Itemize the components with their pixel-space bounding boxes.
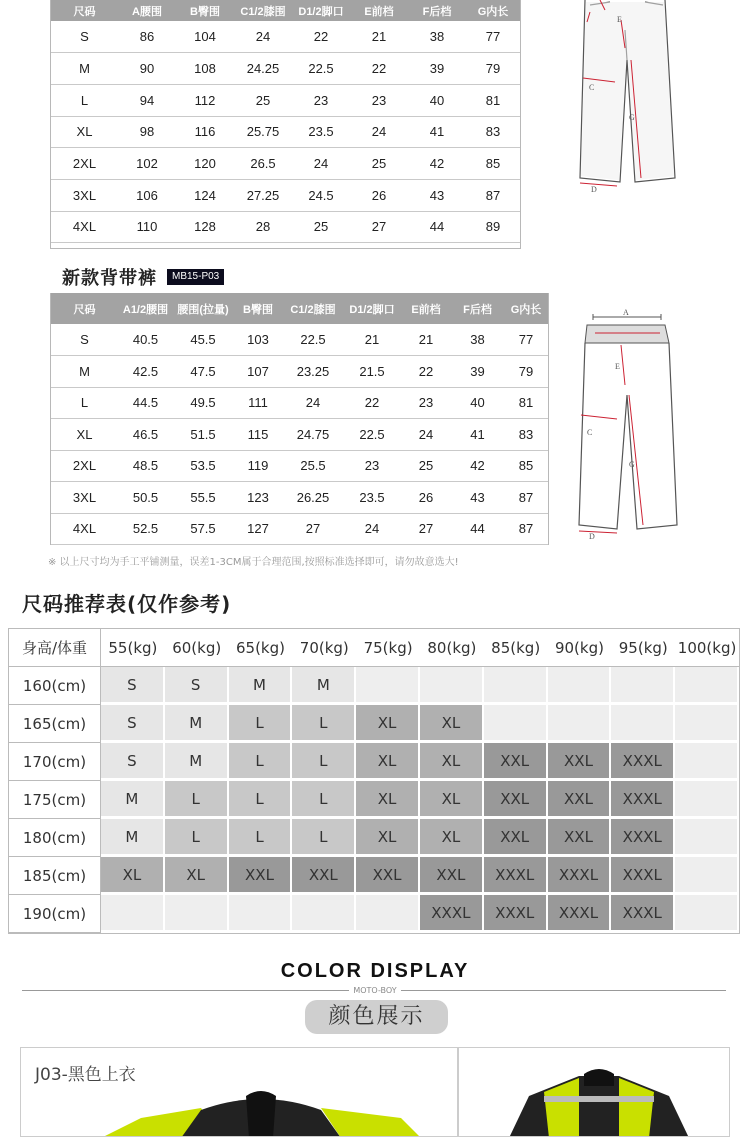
jacket-image-1 [101,1078,421,1137]
recommend-cell: XXL [356,857,420,895]
recommend-cell: L [229,705,293,743]
table2-cell: XL [51,419,118,451]
table1-cell: 94 [118,84,176,116]
table2-cell: 40.5 [118,324,173,356]
recommend-title: 尺码推荐表(仅作参考) [22,592,232,616]
table2-cell: 22 [401,356,451,388]
table2-cell: 42 [451,450,504,482]
recommend-cell [229,895,293,933]
table2-cell: 127 [233,513,283,545]
table1-cell: 128 [176,211,234,243]
table1-cell: 79 [466,53,520,85]
table1-cell: 102 [118,148,176,180]
table2-cell: 119 [233,450,283,482]
product-card-1[interactable] [20,1047,458,1137]
size-table-1 [51,0,520,243]
table1-cell: 38 [408,21,466,53]
recommend-cell: M [229,667,293,705]
table2-cell: 38 [451,324,504,356]
diagram1-label-e: E [617,15,622,24]
weight-header: 60(kg) [165,629,229,667]
table1-cell: M [51,53,118,85]
recommend-cell: XXL [420,857,484,895]
recommend-cell: L [165,781,229,819]
table2-cell: 2XL [51,450,118,482]
table1-header-cell: B臀围 [176,0,234,21]
table2-header-cell: 尺码 [51,293,118,324]
table2-cell: 52.5 [118,513,173,545]
table1-cell: 108 [176,53,234,85]
recommend-cell [611,705,675,743]
recommend-cell: L [229,743,293,781]
recommend-cell [292,895,356,933]
table1-cell: 23 [350,84,408,116]
table1-row [51,116,520,148]
product-card-1-label: J03-黑色上衣 [35,1065,136,1085]
recommend-cell: XXXL [611,819,675,857]
table2-cell: 48.5 [118,450,173,482]
table2-cell: 87 [504,482,548,514]
table1-cell: 25 [350,148,408,180]
table1-row [51,148,520,180]
color-display-title: COLOR DISPLAY [280,960,470,982]
table1-cell: 124 [176,179,234,211]
recommend-cell: M [165,743,229,781]
recommend-cell: XXL [548,781,612,819]
weight-header: 75(kg) [356,629,420,667]
table2-cell: 44 [451,513,504,545]
recommend-cell: S [165,667,229,705]
table1-row [51,53,520,85]
table1-cell: 3XL [51,179,118,211]
recommend-cell: S [101,705,165,743]
table2-cell: 22.5 [343,419,401,451]
table2-cell: L [51,387,118,419]
weight-header: 80(kg) [420,629,484,667]
table2-row [51,356,548,388]
recommend-cell: L [292,705,356,743]
recommend-cell [356,667,420,705]
table2-cell: 21 [343,324,401,356]
table2-header-cell: 腰围(拉量) [173,293,233,324]
size-recommend-table [8,628,740,934]
recommend-cell: XXXL [548,895,612,933]
table1-cell: 120 [176,148,234,180]
table1-cell: 104 [176,21,234,53]
table1-cell: 110 [118,211,176,243]
table2-cell: 123 [233,482,283,514]
recommend-cell: XL [420,705,484,743]
table2-header-cell: F后档 [451,293,504,324]
recommend-row [9,819,739,857]
recommend-cell: L [229,819,293,857]
table1-cell: 83 [466,116,520,148]
weight-header: 85(kg) [484,629,548,667]
table2-cell: 103 [233,324,283,356]
table1-cell: 42 [408,148,466,180]
table2-cell: 87 [504,513,548,545]
recommend-cell [611,667,675,705]
table2-cell: 107 [233,356,283,388]
recommend-cell: S [101,667,165,705]
table1-cell: 85 [466,148,520,180]
table2-header-cell: G内长 [504,293,548,324]
recommend-cell: XXL [484,781,548,819]
diagram2-label-d: D [589,532,595,541]
weight-header: 65(kg) [229,629,293,667]
table1-cell: 21 [350,21,408,53]
table2-cell: 44.5 [118,387,173,419]
table2-cell: 43 [451,482,504,514]
table2-cell: 50.5 [118,482,173,514]
diagram1-label-g: G [629,113,635,122]
table2-cell: 23 [343,450,401,482]
table1-cell: 40 [408,84,466,116]
size-table-2 [51,293,548,545]
table1-cell: 116 [176,116,234,148]
recommend-cell: L [292,781,356,819]
table2-cell: 24 [401,419,451,451]
recommend-row [9,667,739,705]
recommend-cell: XXL [292,857,356,895]
recommend-cell [165,895,229,933]
table1-cell: 77 [466,21,520,53]
table2-cell: 85 [504,450,548,482]
pants-diagram-1 [565,0,685,200]
table1-header-cell: F后档 [408,0,466,21]
height-header: 160(cm) [9,667,101,705]
recommend-cell: M [101,819,165,857]
weight-header: 100(kg) [675,629,739,667]
recommend-cell: XL [356,743,420,781]
table2-cell: 51.5 [173,419,233,451]
recommend-cell: XL [420,743,484,781]
table2-cell: 45.5 [173,324,233,356]
recommend-row [9,895,739,933]
recommend-cell: XXL [548,743,612,781]
table2-cell: 22.5 [283,324,343,356]
table2-cell: 83 [504,419,548,451]
table2-cell: 24.75 [283,419,343,451]
table2-header-cell: B臀围 [233,293,283,324]
table1-cell: 98 [118,116,176,148]
weight-header: 55(kg) [101,629,165,667]
table2-cell: 46.5 [118,419,173,451]
table2-row [51,324,548,356]
table1-cell: 86 [118,21,176,53]
recommend-cell [420,667,484,705]
table1-cell: 22 [350,53,408,85]
table2-cell: 77 [504,324,548,356]
recommend-cell: M [101,781,165,819]
recommend-cell: L [292,743,356,781]
table1-cell: 24.25 [234,53,292,85]
table1-row [51,21,520,53]
table1-header-cell: G内长 [466,0,520,21]
brand-subtitle: MOTO-BOY [0,986,750,995]
diagram2-label-e: E [615,362,620,371]
weight-header: 70(kg) [292,629,356,667]
table2-cell: 47.5 [173,356,233,388]
table2-cell: 24 [283,387,343,419]
table2-cell: 23 [401,387,451,419]
diagram2-label-c: C [587,428,593,437]
table1-cell: 2XL [51,148,118,180]
table1-row [51,179,520,211]
table1-row [51,211,520,243]
table1-cell: 26 [350,179,408,211]
table2-cell: 21.5 [343,356,401,388]
table2-cell: 40 [451,387,504,419]
diagram1-label-c: C [589,83,595,92]
table1-cell: 112 [176,84,234,116]
table2-cell: 24 [343,513,401,545]
table1-cell: 22.5 [292,53,350,85]
table2-cell: 42.5 [118,356,173,388]
recommend-cell: XXL [484,819,548,857]
table2-cell: 79 [504,356,548,388]
table1-cell: 25.75 [234,116,292,148]
table1-cell: 90 [118,53,176,85]
height-header: 175(cm) [9,781,101,819]
table1-cell: L [51,84,118,116]
table2-cell: S [51,324,118,356]
recommend-cell: XXL [548,819,612,857]
table2-cell: 26 [401,482,451,514]
table2-row [51,419,548,451]
table2-row [51,513,548,545]
recommend-cell [356,895,420,933]
recommend-cell [548,705,612,743]
section-title-overalls: 新款背带裤 [62,268,157,289]
recommend-cell [675,895,739,933]
recommend-cell: M [165,705,229,743]
recommend-cell [484,705,548,743]
table1-cell: 24 [350,116,408,148]
recommend-cell: XL [356,781,420,819]
height-header: 190(cm) [9,895,101,933]
height-header: 180(cm) [9,819,101,857]
table2-cell: 111 [233,387,283,419]
product-card-2[interactable] [458,1047,730,1137]
table1-header-cell: C1/2膝围 [234,0,292,21]
table2-header-cell: E前档 [401,293,451,324]
table1-cell: 106 [118,179,176,211]
recommend-cell: M [292,667,356,705]
table2-cell: 27 [283,513,343,545]
table2-cell: 49.5 [173,387,233,419]
recommend-cell [675,857,739,895]
table1-cell: 43 [408,179,466,211]
table1-row [51,84,520,116]
table1-cell: 24 [234,21,292,53]
recommend-cell: XL [356,705,420,743]
table1-cell: 25 [292,211,350,243]
recommend-cell: XL [165,857,229,895]
recommend-row [9,857,739,895]
table1-cell: 27.25 [234,179,292,211]
table1-cell: 44 [408,211,466,243]
table1-header-cell: E前档 [350,0,408,21]
table1-cell: XL [51,116,118,148]
recommend-cell: XXXL [611,895,675,933]
measurement-note: ※ 以上尺寸均为手工平铺测量，误差1-3CM属于合理范围,按照标准选择即可，请勿故意选大! [48,557,459,568]
table1-cell: 23.5 [292,116,350,148]
recommend-cell: XL [420,781,484,819]
table2-header-cell: A1/2腰围 [118,293,173,324]
table1-cell: 25 [234,84,292,116]
recommend-cell [484,667,548,705]
table2-cell: 22 [343,387,401,419]
table2-row [51,482,548,514]
recommend-cell: XXL [229,857,293,895]
table2-header-cell: D1/2脚口 [343,293,401,324]
recommend-cell: XL [420,819,484,857]
table2-cell: 26.25 [283,482,343,514]
recommend-cell: XXXL [420,895,484,933]
table2-cell: 53.5 [173,450,233,482]
table2-cell: 3XL [51,482,118,514]
table2-header-cell: C1/2膝围 [283,293,343,324]
table2-row [51,387,548,419]
table1-cell: S [51,21,118,53]
table1-cell: 24.5 [292,179,350,211]
table1-header-cell: D1/2脚口 [292,0,350,21]
jacket-image-2 [489,1056,709,1137]
table1-header-cell: A腰围 [118,0,176,21]
table1-cell: 39 [408,53,466,85]
height-header: 170(cm) [9,743,101,781]
recommend-cell [548,667,612,705]
recommend-cell [675,781,739,819]
diagram2-label-g: G [629,460,635,469]
recommend-row [9,781,739,819]
table2-cell: 41 [451,419,504,451]
table2-cell: 39 [451,356,504,388]
pants-diagram-2 [565,305,685,545]
diagram2-label-a: A [623,308,629,317]
recommend-cell [675,819,739,857]
table2-cell: 81 [504,387,548,419]
table1-header-cell: 尺码 [51,0,118,21]
table2-cell: M [51,356,118,388]
table2-cell: 4XL [51,513,118,545]
table1-cell: 27 [350,211,408,243]
recommend-row [9,705,739,743]
recommend-row [9,743,739,781]
height-header: 165(cm) [9,705,101,743]
table2-cell: 25.5 [283,450,343,482]
table2-row [51,450,548,482]
table1-cell: 23 [292,84,350,116]
table2-cell: 23.5 [343,482,401,514]
table1-cell: 81 [466,84,520,116]
recommend-corner: 身高/体重 [9,629,101,667]
table1-cell: 87 [466,179,520,211]
table1-cell: 22 [292,21,350,53]
recommend-cell: S [101,743,165,781]
table1-cell: 24 [292,148,350,180]
recommend-cell: XXXL [548,857,612,895]
recommend-cell: L [229,781,293,819]
weight-header: 95(kg) [611,629,675,667]
table2-cell: 55.5 [173,482,233,514]
recommend-cell: XXXL [611,857,675,895]
recommend-cell [675,667,739,705]
diagram1-label-d: D [591,185,597,194]
recommend-cell: XL [101,857,165,895]
table2-cell: 27 [401,513,451,545]
table1-cell: 4XL [51,211,118,243]
recommend-cell: L [165,819,229,857]
recommend-cell: XL [356,819,420,857]
table2-cell: 21 [401,324,451,356]
recommend-cell: XXXL [484,895,548,933]
recommend-cell: XXXL [611,781,675,819]
recommend-cell: XXXL [484,857,548,895]
table2-cell: 57.5 [173,513,233,545]
weight-header: 90(kg) [548,629,612,667]
table2-cell: 23.25 [283,356,343,388]
table2-cell: 115 [233,419,283,451]
table1-cell: 28 [234,211,292,243]
color-display-pill: 颜色展示 [305,1000,448,1034]
table1-cell: 26.5 [234,148,292,180]
recommend-cell: XXL [484,743,548,781]
table1-cell: 41 [408,116,466,148]
table1-cell: 89 [466,211,520,243]
recommend-cell: L [292,819,356,857]
table2-cell: 25 [401,450,451,482]
recommend-cell [675,743,739,781]
recommend-cell: XXXL [611,743,675,781]
model-badge: MB15-P03 [167,269,224,285]
recommend-cell [675,705,739,743]
recommend-cell [101,895,165,933]
height-header: 185(cm) [9,857,101,895]
